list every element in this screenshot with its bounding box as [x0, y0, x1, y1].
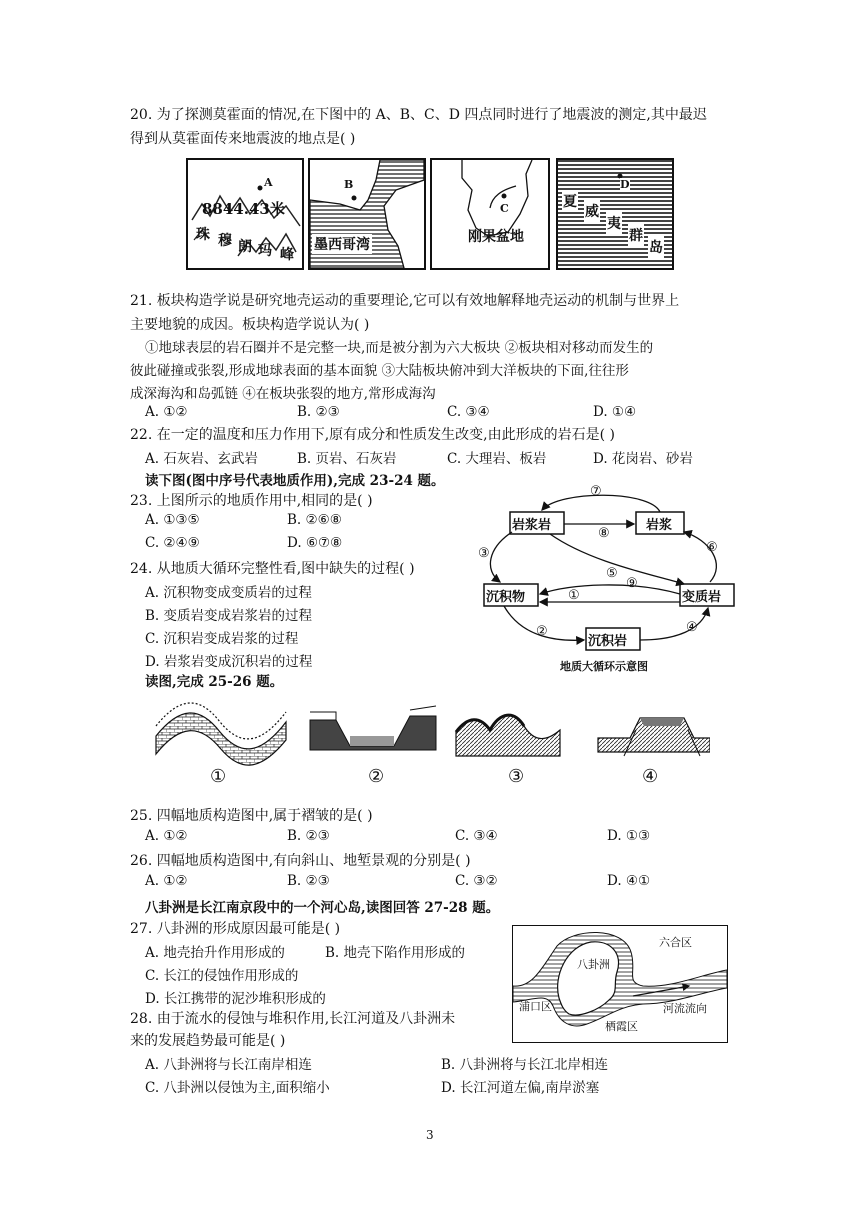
- q22-option-a: A. 石灰岩、玄武岩: [145, 451, 258, 467]
- q23-option-a: A. ①③⑤: [145, 512, 200, 528]
- intro-25-26: 读图,完成 25-26 题。: [145, 674, 284, 690]
- q21-statement-1: ①地球表层的岩石圈并不是完整一块,而是被分割为六大板块 ②板块相对移动而发生的: [145, 340, 654, 356]
- everest-char-1: 珠: [196, 227, 210, 243]
- everest-char-4: 玛: [258, 243, 272, 259]
- q22-option-b: B. 页岩、石灰岩: [297, 451, 397, 467]
- point-b-label: B: [344, 178, 354, 191]
- structure-4-label: ④: [642, 766, 659, 787]
- q21-option-c: C. ③④: [447, 404, 490, 420]
- structure-1-label: ①: [210, 766, 227, 787]
- q27-option-d: D. 长江携带的泥沙堆积形成的: [145, 991, 326, 1007]
- q25-option-b: B. ②③: [287, 828, 330, 844]
- arrow-5-label: ⑤: [606, 566, 618, 581]
- page-number: 3: [426, 1128, 434, 1142]
- q26-option-b: B. ②③: [287, 873, 330, 889]
- q26-option-d: D. ④①: [607, 873, 651, 889]
- structure-2-label: ②: [368, 766, 385, 787]
- arrow-6-label: ⑥: [706, 540, 718, 555]
- q26-line1: 26. 四幅地质构造图中,有向斜山、地堑景观的分别是( ): [130, 853, 471, 869]
- node-magma: 岩浆: [646, 518, 673, 533]
- q25-line1: 25. 四幅地质构造图中,属于褶皱的是( ): [130, 808, 373, 824]
- node-magma-rock: 岩浆岩: [512, 518, 552, 533]
- q23-option-d: D. ⑥⑦⑧: [287, 535, 343, 551]
- q28-line1: 28. 由于流水的侵蚀与堆积作用,长江河道及八卦洲未: [130, 1011, 456, 1027]
- bagua-map: [512, 925, 728, 1043]
- q28-option-a: A. 八卦洲将与长江南岸相连: [145, 1057, 312, 1073]
- q21-statement-3: 成深海沟和岛弧链 ④在板块张裂的地方,常形成海沟: [130, 386, 436, 402]
- q23-option-b: B. ②⑥⑧: [287, 512, 342, 528]
- q21-option-a: A. ①②: [145, 404, 188, 420]
- congo-basin-label: 刚果盆地: [468, 229, 524, 245]
- intro-23-24: 读下图(图中序号代表地质作用),完成 23-24 题。: [145, 473, 445, 489]
- q23-option-c: C. ②④⑨: [145, 535, 200, 551]
- q22-line1: 22. 在一定的温度和压力作用下,原有成分和性质发生改变,由此形成的岩石是( ): [130, 427, 615, 443]
- point-a-label: A: [264, 176, 273, 189]
- arrow-8-label: ⑧: [598, 526, 610, 541]
- node-sediment: 沉积物: [486, 590, 526, 605]
- q28-line2: 来的发展趋势最可能是( ): [130, 1033, 286, 1049]
- everest-char-2: 穆: [218, 233, 232, 249]
- q21-line1: 21. 板块构造学说是研究地壳运动的重要理论,它可以有效地解释地壳运动的机制与世界上: [130, 293, 680, 309]
- arrow-9-label: ⑨: [626, 576, 638, 591]
- arrow-4-label: ④: [686, 620, 698, 635]
- q26-option-c: C. ③②: [455, 873, 498, 889]
- q21-statement-2: 彼此碰撞或张裂,形成地球表面的基本面貌 ③大陆板块俯冲到大洋板块的下面,往往形: [130, 363, 629, 379]
- q25-option-c: C. ③④: [455, 828, 498, 844]
- intro-27-28: 八卦洲是长江南京段中的一个河心岛,读图回答 27-28 题。: [145, 900, 500, 916]
- q26-option-a: A. ①②: [145, 873, 188, 889]
- point-c-label: C: [500, 202, 509, 215]
- structure-drawings: [150, 696, 710, 766]
- q20-line2: 得到从莫霍面传来地震波的地点是( ): [130, 131, 356, 147]
- arrow-2-label: ②: [536, 624, 548, 639]
- hawaii-char-3: 夷: [606, 212, 622, 234]
- arrow-1-label: ①: [568, 588, 580, 603]
- q27-option-a: A. 地壳抬升作用形成的: [145, 945, 285, 961]
- hawaii-char-5: 岛: [648, 236, 664, 258]
- map-a: [186, 158, 304, 270]
- q23-line1: 23. 上图所示的地质作用中,相同的是( ): [130, 493, 373, 509]
- qixia-label: 栖霞区: [605, 1020, 638, 1033]
- q27-option-b: B. 地壳下陷作用形成的: [325, 945, 466, 961]
- q22-option-c: C. 大理岩、板岩: [447, 451, 547, 467]
- gulf-of-mexico-label: 墨西哥湾: [312, 234, 372, 254]
- q21-option-b: B. ②③: [297, 404, 340, 420]
- q21-option-d: D. ①④: [593, 404, 637, 420]
- q21-line2: 主要地貌的成因。板块构造学说认为( ): [130, 317, 370, 333]
- arrow-7-label: ⑦: [590, 484, 602, 499]
- point-d-label: D: [620, 178, 630, 191]
- q28-option-d: D. 长江河道左偏,南岸淤塞: [441, 1080, 600, 1096]
- hawaii-char-4: 群: [628, 224, 644, 246]
- q20-line1: 20. 为了探测莫霍面的情况,在下图中的 A、B、C、D 四点同时进行了地震波的测定,其中最迟: [130, 107, 707, 123]
- hawaii-char-1: 夏: [562, 190, 578, 212]
- congo-drawing: [432, 160, 548, 268]
- q24-option-a: A. 沉积物变成变质岩的过程: [145, 585, 312, 601]
- structure-3-label: ③: [508, 766, 525, 787]
- q28-option-c: C. 八卦洲以侵蚀为主,面积缩小: [145, 1080, 330, 1096]
- everest-char-5: 峰: [280, 247, 294, 263]
- node-meta-rock: 变质岩: [682, 590, 722, 605]
- pukou-label: 浦口区: [519, 1000, 552, 1013]
- everest-char-3: 朗: [238, 239, 252, 255]
- cycle-caption: 地质大循环示意图: [560, 660, 648, 673]
- hawaii-char-2: 威: [584, 200, 600, 222]
- rock-cycle-diagram: [470, 484, 750, 680]
- q25-option-d: D. ①③: [607, 828, 651, 844]
- map-c: [430, 158, 550, 270]
- liuhe-label: 六合区: [659, 936, 692, 949]
- everest-height: 8844.43米: [202, 200, 285, 218]
- bagua-label: 八卦洲: [577, 958, 610, 971]
- q24-line1: 24. 从地质大循环完整性看,图中缺失的过程( ): [130, 561, 415, 577]
- q24-option-d: D. 岩浆岩变成沉积岩的过程: [145, 654, 313, 670]
- q24-option-c: C. 沉积岩变成岩浆的过程: [145, 631, 299, 647]
- arrow-3-label: ③: [478, 546, 490, 561]
- map-d: [556, 158, 674, 270]
- q25-option-a: A. ①②: [145, 828, 188, 844]
- q28-option-b: B. 八卦洲将与长江北岸相连: [441, 1057, 609, 1073]
- q27-option-c: C. 长江的侵蚀作用形成的: [145, 968, 299, 984]
- flow-direction-label: 河流流向: [663, 1002, 707, 1015]
- node-sed-rock: 沉积岩: [588, 634, 628, 649]
- structure-diagrams: [150, 696, 710, 796]
- q27-line1: 27. 八卦洲的形成原因最可能是( ): [130, 921, 341, 937]
- q24-option-b: B. 变质岩变成岩浆岩的过程: [145, 608, 313, 624]
- map-b: [308, 158, 426, 270]
- q22-option-d: D. 花岗岩、砂岩: [593, 451, 693, 467]
